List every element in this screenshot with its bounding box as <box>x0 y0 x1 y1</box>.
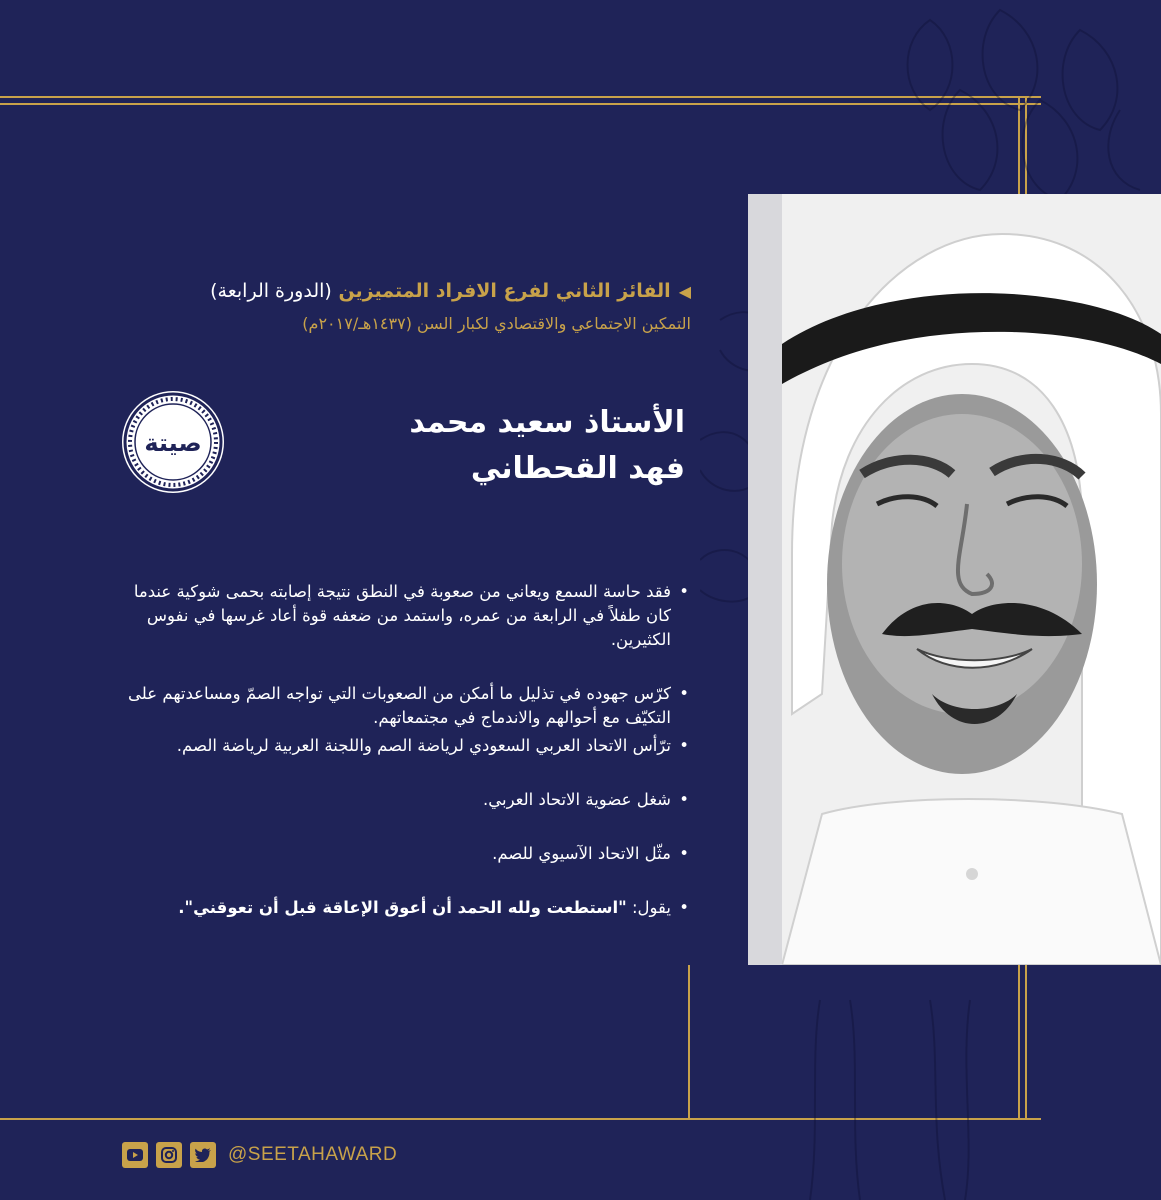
youtube-icon[interactable] <box>122 1142 148 1168</box>
list-item: • ترّأس الاتحاد العربي السعودي لرياضة الصم واللجنة العربية لرياضة الصم. <box>109 734 689 758</box>
award-line: الفائز الثاني لفرع الافراد المتميزين <box>338 280 671 302</box>
list-item: • مثّل الاتحاد الآسيوي للصم. <box>109 842 689 866</box>
person-name <box>265 400 685 492</box>
person-photo <box>782 194 1161 965</box>
divider-line <box>688 965 690 1120</box>
quote-item <box>109 896 689 920</box>
quote-prefix: يقول: <box>631 898 671 917</box>
instagram-icon[interactable] <box>156 1142 182 1168</box>
quote-text: "استطعت ولله الحمد أن أعوق الإعاقة قبل أن تعوقني". <box>178 898 627 917</box>
list-item: • فقد حاسة السمع ويعاني من صعوبة في النطق نتيجة إصابته بحمى شوكية عندما كان طفلاً في الرابعة من عمره، واستمد من ضعفه قوة أعاد غرسها في نفوس الكثيرين. <box>109 580 689 652</box>
list-item: • شغل عضوية الاتحاد العربي. <box>109 788 689 812</box>
edition-label: (الدورة الرابعة) <box>210 280 332 302</box>
category-label: التمكين الاجتماعي والاقتصادي لكبار السن (١٤٣٧هـ/٢٠١٧م) <box>302 314 691 333</box>
award-seal-logo <box>122 391 224 493</box>
svg-text:صيتة: صيتة <box>144 429 202 457</box>
list-item: • كرّس جهوده في تذليل ما أمكن من الصعوبات التي تواجه الصمّ ومساعدتهم على التكيّف مع أحوالهم والاندماج في مجتمعاتهم. <box>109 682 689 730</box>
social-handle[interactable]: @SEETAHAWARD <box>228 1144 398 1165</box>
social-bar <box>122 1142 397 1168</box>
arrow-left-icon: ◀ <box>678 282 691 301</box>
twitter-icon[interactable] <box>190 1142 216 1168</box>
person-name-line2: فهد القحطاني <box>470 451 685 486</box>
person-name-line1: الأستاذ سعيد محمد <box>409 405 685 440</box>
achievements-list <box>109 580 689 920</box>
award-title <box>51 280 691 302</box>
